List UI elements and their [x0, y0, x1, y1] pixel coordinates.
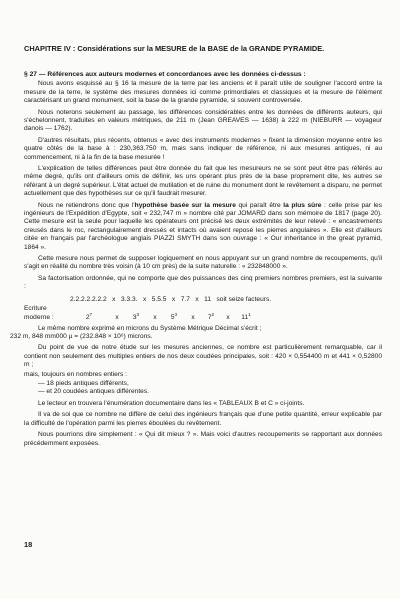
paragraph-5-lead: Nous ne retiendrons donc que l'	[38, 201, 135, 209]
times-sign: x	[115, 313, 119, 321]
bullet-list	[24, 380, 382, 397]
times-sign: x	[226, 313, 230, 321]
page-number: 18	[24, 540, 33, 549]
times-sign: x	[191, 313, 195, 321]
paragraph-5-emphasis-2: la plus sûre	[283, 201, 322, 209]
modern-notation-label-2: moderne :	[24, 313, 54, 321]
paragraph-5-emphasis-1: hypothèse basée sur la mesure	[134, 201, 236, 209]
list-item: — 18 pieds antiques différents,	[38, 380, 129, 388]
paragraph-12: Nous pourrions dire simplement : « Qui dit mieux ? ». Mais voici d'autres recoupements se rapportant aux données précédemment exposées.	[24, 431, 382, 447]
power-term: $3^3$	[132, 311, 140, 321]
power-term: $11^1$	[241, 311, 251, 321]
paragraph-8: Le même nombre exprimé en microns du Système Métrique Décimal s'écrit ; 232 m, 848 mm000 µ = (232.848 × 10⁶) microns.	[10, 324, 262, 341]
list-item: — et 20 coudées antiques différentes.	[38, 388, 149, 396]
paragraph-1: Nous avons esquissé au § 16 la mesure de la terre par les anciens et il paraît utile de souligner l'accord entre la mesure de la terre, le système des mesures données ici comme primordiales et classiques et la mesure de l'élément caractérisant un grand monument, soit la base de la grande pyramide, si souvent controversée.	[24, 80, 382, 105]
modern-notation-row	[24, 313, 382, 322]
factor-line: 2.2.2.2.2.2.2 x 3.3.3. x 5.5.5 x 7.7 x 11 soit seize facteurs.	[70, 295, 272, 303]
modern-notation-label: Ecriture	[24, 304, 47, 312]
paragraph-6: Cette mesure nous permet de supposer logiquement en nous appuyant sur un grand nombre de recoupements, qu'il s'agit en réalité du nombre très voisin (à 10 cm près) de la suite naturelle : « 232848000 ».	[24, 255, 382, 271]
section-heading: § 27 — Références aux auteurs modernes et concordances avec les données ci-dessus :	[24, 71, 306, 78]
power-term: $2^7$	[85, 311, 93, 321]
power-term: $5^3$	[170, 311, 178, 321]
times-sign: x	[153, 313, 157, 321]
power-term: $7^2$	[207, 311, 215, 321]
factorisation-block	[24, 295, 382, 322]
paragraph-4: L'explication de telles différences peut être donnée du fait que les mesureurs ne se sont peut être pas référés au même degré, qu'ils ont d'ailleurs omis de définir, les uns opérant plus près de la base proprement dite, les autres se référant à un degré supérieur. L'état actuel de mutilation et de ruine du monument dont le revêtement a disparu, ne permet actuellement que des hypothèses sur ce qu'il faudrait mesurer.	[24, 164, 382, 198]
paragraph-11: Il va de soi que ce nombre ne diffère de celui des ingénieurs français que d'une petite quantité, erreur explicable par la difficulté de l'opération parmi les pierres éboulées du revêtement.	[24, 411, 382, 427]
paragraph-9-continuation: mais, toujours en nombres entiers :	[24, 370, 127, 378]
paragraph-2: Nous noterons seulement au passage, les différences considérables entre les données de différents auteurs, qui s'échelonnent, traduites en valeurs métriques, de 211 m (Jean GREAVES — 1638) à 222 m (NIEBURR — voyageur danois — 1762).	[24, 108, 382, 133]
paragraph-5	[24, 202, 382, 252]
paragraph-5-rest: : celle prise par les ingénieurs de l'Expédition d'Egypte, soit « 232,747 m » nombre cité par JOMARD dans son mémoire de 1817 (page 20). Cette mesure est la seule pour laquelle les opérateurs ont précisé les deux extrémités de leur relevé : « encastrements creusés dans le roc, rectangulairement dressés et intacts où avaient reposé les pierres angulaires ». Elle est d'ailleurs citée en français par l'archéologue anglais PIAZZI SMYTH dans son ouvrage : « Our inheritance in the great pyramid, 1864 ».	[24, 201, 383, 251]
paragraph-10: Le lecteur en trouvera l'énumération documentaire dans les « TABLEAUX B et C » ci-joints.	[38, 399, 305, 407]
paragraph-7: Sa factorisation ordonnée, qui ne comporte que des puissances des cinq premiers nombres premiers, est la suivante :	[24, 274, 382, 291]
paragraph-9: Du point de vue de notre étude sur les mesures anciennes, ce nombre est particulièrement remarquable, car il contient non seulement des multiples entiers de nos deux coudées principales, soit : 420 × 0,554400 m et 441 × 0,52800 m ;	[24, 344, 382, 369]
chapter-title: CHAPITRE IV : Considérations sur la MESURE de la BASE de la GRANDE PYRAMIDE.	[24, 44, 325, 53]
modern-notation-label-row	[24, 304, 382, 313]
paragraph-3: D'autres résultats, plus récents, obtenus « avec des instruments modernes » fixent la dimension moyenne entre les quatre côtés de la base à : 230,363.750 m, mais sans indiquer de référence, ni aux mesures antiques, ni au commencement, ni à la fin de la base mesurée !	[24, 136, 382, 161]
document-page	[10, 44, 383, 449]
paragraph-5-mid: qui paraît être	[235, 201, 284, 209]
